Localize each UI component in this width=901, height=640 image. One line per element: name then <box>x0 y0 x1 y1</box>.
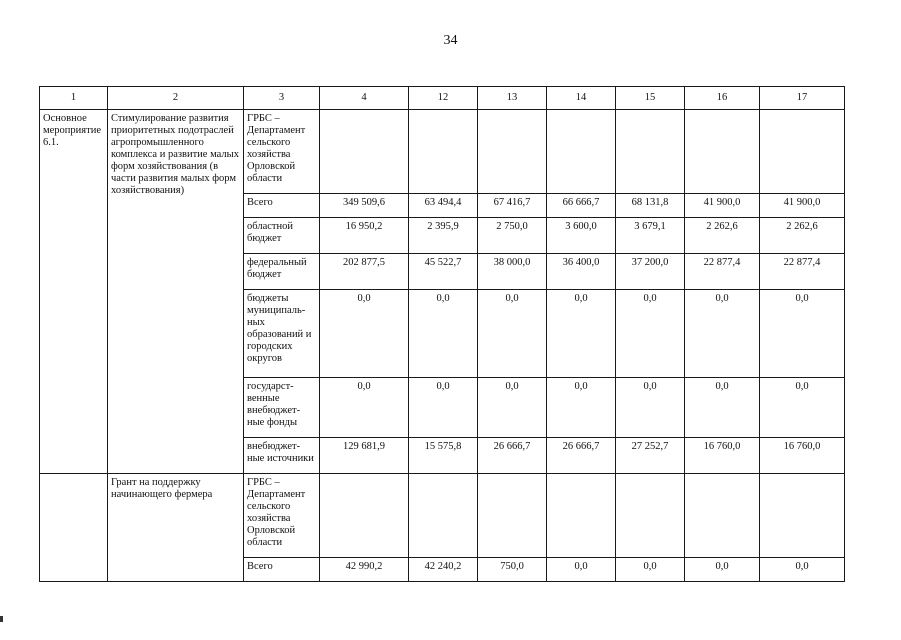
value-cell <box>616 110 685 194</box>
value-cell: 42 990,2 <box>320 558 409 582</box>
value-cell: 22 877,4 <box>685 254 760 290</box>
value-cell: 27 252,7 <box>616 438 685 474</box>
value-cell: 66 666,7 <box>547 194 616 218</box>
event-name-cell: Грант на поддержку начинающего фермера <box>108 474 244 582</box>
value-cell: 0,0 <box>478 378 547 438</box>
value-cell: 0,0 <box>760 378 845 438</box>
value-cell: 0,0 <box>616 290 685 378</box>
table-row <box>40 474 845 558</box>
value-cell: 3 679,1 <box>616 218 685 254</box>
header-col-15: 15 <box>616 87 685 110</box>
value-cell: 63 494,4 <box>409 194 478 218</box>
event-name-cell: Стимулирование развития приоритетных подотраслей агропромышленного комплекса и развитие малых форм хозяйствования (в части развития малых форм хозяйствования) <box>108 110 244 474</box>
value-cell: 750,0 <box>478 558 547 582</box>
value-cell <box>320 474 409 558</box>
value-cell: 2 395,9 <box>409 218 478 254</box>
source-label: областной бюджет <box>244 218 320 254</box>
header-col-2: 2 <box>108 87 244 110</box>
value-cell: 0,0 <box>547 290 616 378</box>
value-cell <box>478 110 547 194</box>
table-row <box>40 110 845 194</box>
header-col-14: 14 <box>547 87 616 110</box>
value-cell: 0,0 <box>685 290 760 378</box>
value-cell: 2 262,6 <box>760 218 845 254</box>
value-cell: 0,0 <box>478 290 547 378</box>
value-cell: 0,0 <box>547 558 616 582</box>
value-cell: 129 681,9 <box>320 438 409 474</box>
source-label: Всего <box>244 194 320 218</box>
header-col-4: 4 <box>320 87 409 110</box>
budget-table <box>39 86 845 582</box>
value-cell: 0,0 <box>409 378 478 438</box>
value-cell <box>547 110 616 194</box>
header-col-13: 13 <box>478 87 547 110</box>
value-cell: 41 900,0 <box>685 194 760 218</box>
value-cell: 41 900,0 <box>760 194 845 218</box>
header-col-3: 3 <box>244 87 320 110</box>
event-code-cell: Основное мероприятие 6.1. <box>40 110 108 474</box>
value-cell: 0,0 <box>409 290 478 378</box>
value-cell: 0,0 <box>547 378 616 438</box>
source-label: Всего <box>244 558 320 582</box>
value-cell: 15 575,8 <box>409 438 478 474</box>
value-cell: 349 509,6 <box>320 194 409 218</box>
source-label: внебюджет-ные источники <box>244 438 320 474</box>
value-cell: 38 000,0 <box>478 254 547 290</box>
value-cell <box>409 474 478 558</box>
value-cell <box>616 474 685 558</box>
value-cell <box>760 474 845 558</box>
value-cell: 42 240,2 <box>409 558 478 582</box>
value-cell: 22 877,4 <box>760 254 845 290</box>
value-cell: 16 950,2 <box>320 218 409 254</box>
value-cell: 36 400,0 <box>547 254 616 290</box>
header-col-1: 1 <box>40 87 108 110</box>
value-cell: 0,0 <box>685 558 760 582</box>
value-cell: 67 416,7 <box>478 194 547 218</box>
source-label: бюджеты муниципаль-ных образований и городских округов <box>244 290 320 378</box>
value-cell: 37 200,0 <box>616 254 685 290</box>
value-cell: 202 877,5 <box>320 254 409 290</box>
source-label: ГРБС – Департамент сельского хозяйства Орловской области <box>244 474 320 558</box>
source-label: ГРБС – Департамент сельского хозяйства Орловской области <box>244 110 320 194</box>
value-cell: 0,0 <box>320 290 409 378</box>
value-cell <box>760 110 845 194</box>
value-cell: 45 522,7 <box>409 254 478 290</box>
value-cell: 3 600,0 <box>547 218 616 254</box>
value-cell: 0,0 <box>685 378 760 438</box>
value-cell <box>478 474 547 558</box>
value-cell <box>547 474 616 558</box>
value-cell: 16 760,0 <box>760 438 845 474</box>
header-col-17: 17 <box>760 87 845 110</box>
event-code-cell <box>40 474 108 582</box>
source-label: государст-венные внебюджет-ные фонды <box>244 378 320 438</box>
value-cell <box>320 110 409 194</box>
value-cell <box>685 474 760 558</box>
value-cell: 0,0 <box>760 290 845 378</box>
value-cell: 26 666,7 <box>547 438 616 474</box>
value-cell: 16 760,0 <box>685 438 760 474</box>
scan-mark <box>0 616 3 622</box>
header-col-16: 16 <box>685 87 760 110</box>
value-cell: 2 750,0 <box>478 218 547 254</box>
page-number: 34 <box>443 33 458 48</box>
value-cell: 0,0 <box>760 558 845 582</box>
value-cell: 26 666,7 <box>478 438 547 474</box>
source-label: федеральный бюджет <box>244 254 320 290</box>
value-cell: 0,0 <box>616 558 685 582</box>
value-cell: 0,0 <box>616 378 685 438</box>
header-col-12: 12 <box>409 87 478 110</box>
header-row <box>40 87 845 110</box>
value-cell: 2 262,6 <box>685 218 760 254</box>
value-cell <box>409 110 478 194</box>
value-cell: 0,0 <box>320 378 409 438</box>
value-cell: 68 131,8 <box>616 194 685 218</box>
value-cell <box>685 110 760 194</box>
